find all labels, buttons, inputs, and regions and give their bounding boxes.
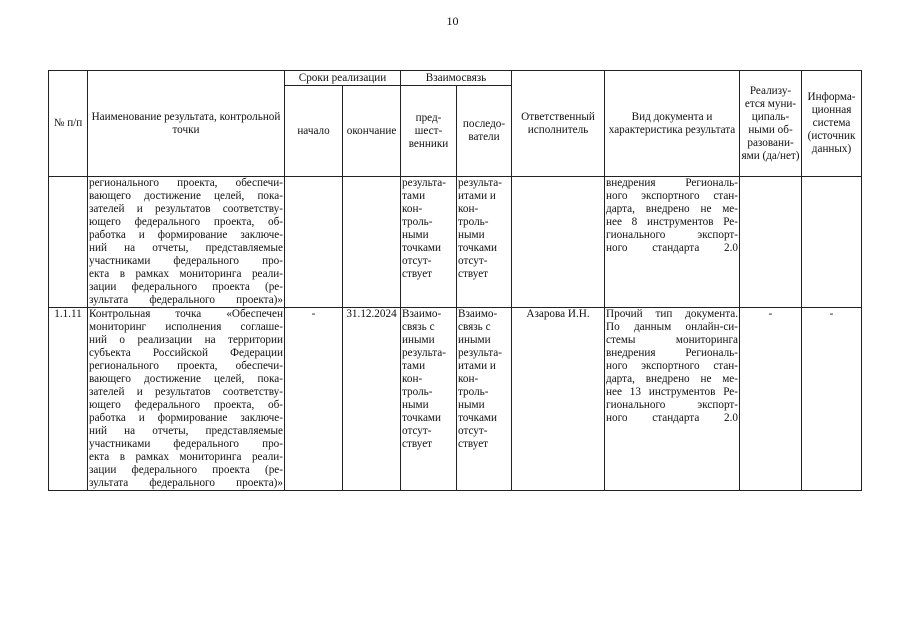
cell-line: Взаимо- (402, 308, 442, 320)
cell-line: троль- (402, 216, 433, 228)
cell-line: отсут- (402, 425, 432, 437)
header-name: Наименование результата, контрольной точки (88, 71, 285, 177)
cell-line: работка и формирование заключе- (89, 412, 283, 424)
header-end: окончание (343, 86, 401, 177)
cell-line: екта в рамках мониторинга реали- (89, 268, 283, 280)
cell-info-system: - (802, 308, 862, 491)
cell-line: ного стандарта 2.0 (606, 242, 739, 254)
cell-line: ными (402, 399, 429, 411)
cell-line: зателей и результатов соответству- (89, 386, 283, 398)
cell-line: троль- (458, 216, 489, 228)
cell-line: точками (402, 242, 441, 254)
cell-line: иными (402, 334, 435, 346)
cell-predecessors (401, 308, 457, 491)
cell-responsible: Азарова И.Н. (512, 308, 605, 491)
cell-line: результа- (402, 347, 446, 359)
cell-line: Контрольная точка «Обеспечен (89, 308, 283, 320)
cell-start (285, 177, 343, 308)
cell-line: кон- (402, 203, 423, 215)
cell-line: ствует (458, 438, 489, 450)
cell-line: ющего федерального проекта, об- (89, 216, 283, 228)
header-successors: последо-ватели (457, 86, 512, 177)
header-document: Вид документа и характеристика результата (605, 71, 740, 177)
cell-line: зультата федерального проекта)» (89, 477, 283, 489)
cell-line: вающего достижение целей, пока- (89, 373, 283, 385)
header-predecessors: пред-шест-венники (401, 86, 457, 177)
cell-line: ного стандарта 2.0 (606, 412, 739, 424)
cell-document (605, 177, 740, 308)
cell-line: результа- (458, 347, 502, 359)
cell-line: тами (402, 360, 426, 372)
table-row (49, 308, 862, 491)
cell-line: ного экспортного стан- (606, 190, 739, 202)
cell-line: зателей и результатов соответству- (89, 203, 283, 215)
cell-line: дарта, внедрено не ме- (606, 203, 739, 215)
cell-line: ющего федерального проекта, об- (89, 399, 283, 411)
cell-line: кон- (402, 373, 423, 385)
cell-line: троль- (458, 386, 489, 398)
cell-line: мониторинг исполнения соглаше- (89, 321, 283, 333)
cell-line: ными (402, 229, 429, 241)
cell-line: точками (458, 242, 497, 254)
cell-line: отсут- (458, 255, 488, 267)
table-row (49, 177, 862, 308)
cell-line: работка и формирование заключе- (89, 229, 283, 241)
cell-successors (457, 177, 512, 308)
cell-line: тами (402, 190, 426, 202)
cell-line: внедрения Региональ- (606, 347, 739, 359)
cell-document (605, 308, 740, 491)
cell-predecessors (401, 177, 457, 308)
cell-start: - (285, 308, 343, 491)
header-start: начало (285, 86, 343, 177)
cell-line: кон- (458, 203, 479, 215)
cell-line: участниками федерального про- (89, 438, 283, 450)
cell-info-system (802, 177, 862, 308)
cell-name (88, 177, 285, 308)
cell-line: отсут- (402, 255, 432, 267)
cell-successors (457, 308, 512, 491)
cell-line: ний о реализации на территории (89, 334, 283, 346)
cell-name (88, 308, 285, 491)
cell-line: точками (402, 412, 441, 424)
cell-line: результа- (402, 177, 446, 189)
cell-line: точками (458, 412, 497, 424)
cell-line: ными (458, 399, 485, 411)
page-number: 10 (446, 14, 459, 28)
cell-line: зультата федерального проекта)» (89, 294, 283, 306)
cell-line: субъекта Российской Федерации (89, 347, 283, 359)
cell-line: нее 8 инструментов Ре- (606, 216, 739, 228)
cell-num (49, 177, 88, 308)
cell-line: связь с (458, 321, 491, 333)
cell-num: 1.1.11 (49, 308, 88, 491)
cell-line: регионального проекта, обеспечи- (89, 177, 283, 189)
cell-line: результа- (458, 177, 502, 189)
table-header (49, 71, 862, 177)
cell-line: иными (458, 334, 491, 346)
header-links-group: Взаимосвязь (401, 71, 512, 86)
cell-municipal: - (740, 308, 802, 491)
table-body (49, 177, 862, 491)
cell-line: итами и (458, 190, 496, 202)
cell-line: ствует (402, 438, 433, 450)
cell-line: отсут- (458, 425, 488, 437)
header-terms-group: Сроки реализации (285, 71, 401, 86)
cell-line: зации федерального проекта (ре- (89, 281, 283, 293)
cell-line: зации федерального проекта (ре- (89, 464, 283, 476)
cell-line: участниками федерального про- (89, 255, 283, 267)
cell-line: Взаимо- (458, 308, 498, 320)
cell-line: гионального экспорт- (606, 229, 739, 241)
cell-line: кон- (458, 373, 479, 385)
cell-responsible (512, 177, 605, 308)
cell-line: вающего достижение целей, пока- (89, 190, 283, 202)
cell-line: ний на отчеты, представляемые (89, 425, 283, 437)
cell-line: ными (458, 229, 485, 241)
cell-line: ний на отчеты, представляемые (89, 242, 283, 254)
header-info-system: Информа-ционная система (источник данных) (802, 71, 862, 177)
cell-line: регионального проекта, обеспечи- (89, 360, 283, 372)
cell-line: екта в рамках мониторинга реали- (89, 451, 283, 463)
cell-line: стемы мониторинга (606, 334, 739, 346)
header-responsible: Ответственный исполнитель (512, 71, 605, 177)
cell-line: гионального экспорт- (606, 399, 739, 411)
results-table (48, 70, 862, 491)
header-municipal: Реализу-ется муни-ципаль-ными об-разовани-ями (да/нет) (740, 71, 802, 177)
cell-line: троль- (402, 386, 433, 398)
cell-line: внедрения Региональ- (606, 177, 739, 189)
cell-line: ствует (402, 268, 433, 280)
cell-line: Прочий тип документа. (606, 308, 739, 320)
cell-line: дарта, внедрено не ме- (606, 373, 739, 385)
cell-line: нее 13 инструментов Ре- (606, 386, 739, 398)
cell-line: итами и (458, 360, 496, 372)
cell-end: 31.12.2024 (343, 308, 401, 491)
cell-line: связь с (402, 321, 435, 333)
cell-line: ного экспортного стан- (606, 360, 739, 372)
cell-municipal (740, 177, 802, 308)
cell-end (343, 177, 401, 308)
cell-line: По данным онлайн-си- (606, 321, 739, 333)
cell-line: ствует (458, 268, 489, 280)
header-num: № п/п (49, 71, 88, 177)
